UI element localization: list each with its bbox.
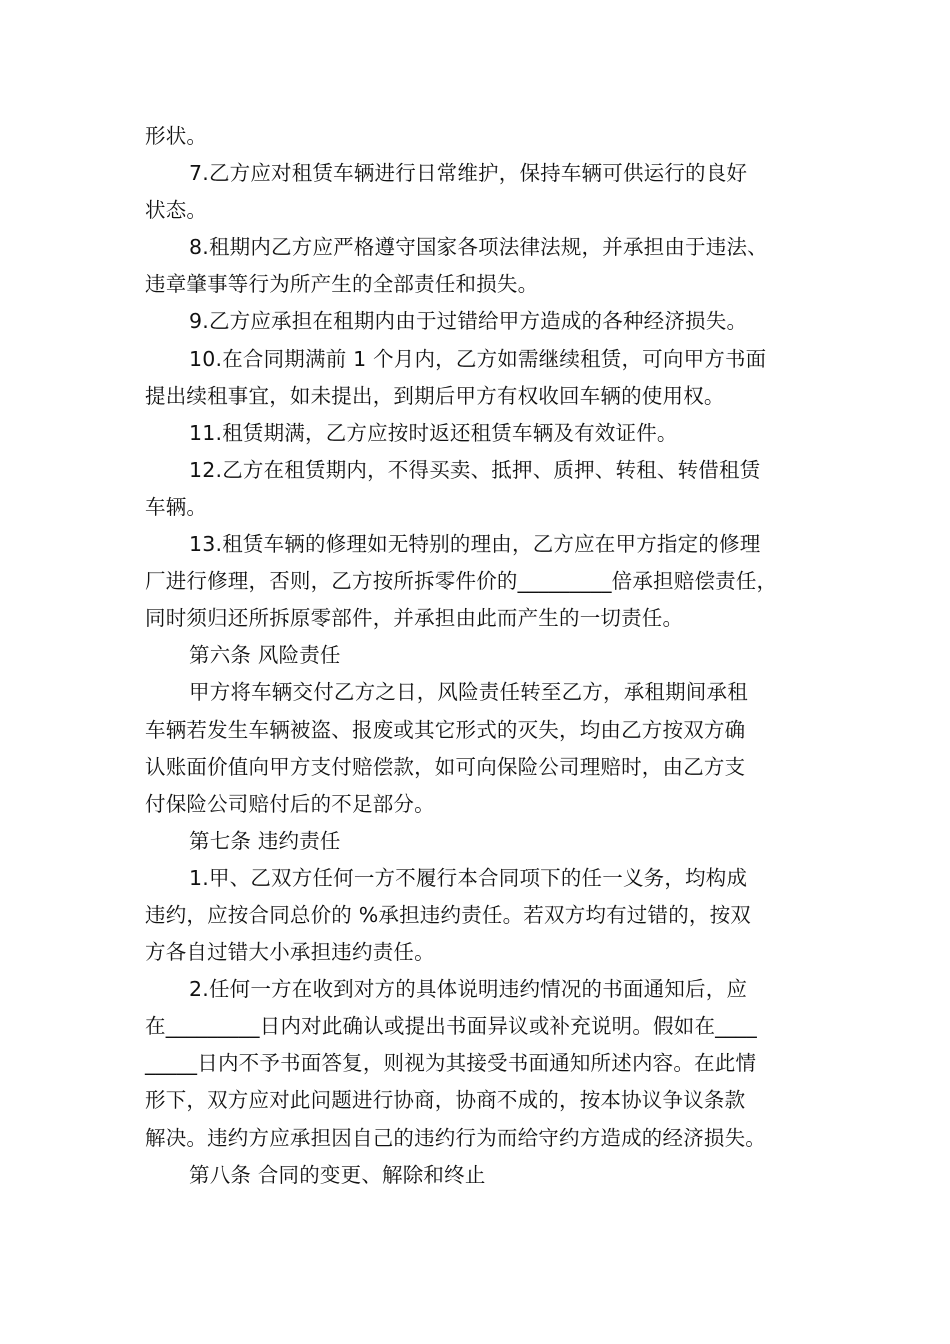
section-heading-8: 第八条 合同的变更、解除和终止: [189, 1162, 486, 1187]
clause-8: 8.租期内乙方应严格遵守国家各项法律法规，并承担由于违法、: [189, 235, 768, 260]
clause-breach-2: 2.任何一方在收到对方的具体说明违约情况的书面通知后，应: [189, 977, 748, 1002]
text-line: _____日内不予书面答复，则视为其接受书面通知所述内容。在此情: [145, 1051, 757, 1076]
clause-13: 13.租赁车辆的修理如无特别的理由，乙方应在甲方指定的修理: [189, 532, 761, 557]
document-body: [145, 118, 810, 1194]
text-line: 在_________日内对此确认或提出书面异议或补充说明。假如在____: [145, 1014, 757, 1039]
text-line: 状态。: [145, 198, 208, 223]
text-line: 车辆若发生车辆被盗、报废或其它形式的灭失，均由乙方按双方确: [145, 717, 746, 742]
clause-9: 9.乙方应承担在租期内由于过错给甲方造成的各种经济损失。: [189, 309, 748, 334]
clause-11: 11.租赁期满，乙方应按时返还租赁车辆及有效证件。: [189, 420, 678, 445]
clause-7: 7.乙方应对租赁车辆进行日常维护，保持车辆可供运行的良好: [189, 161, 748, 186]
section-heading-7: 第七条 违约责任: [189, 828, 341, 853]
text-line: 违约，应按合同总价的 %承担违约责任。若双方均有过错的，按双: [145, 902, 751, 927]
section-heading-6: 第六条 风险责任: [189, 643, 341, 668]
paragraph-risk: 甲方将车辆交付乙方之日，风险责任转至乙方，承租期间承租: [189, 680, 748, 705]
text-line: 提出续租事宜，如未提出，到期后甲方有权收回车辆的使用权。: [145, 383, 725, 408]
text-line: 付保险公司赔付后的不足部分。: [145, 791, 435, 816]
text-line: 形下，双方应对此问题进行协商，协商不成的，按本协议争议条款: [145, 1088, 746, 1113]
clause-breach-1: 1.甲、乙双方任何一方不履行本合同项下的任一义务，均构成: [189, 865, 748, 890]
clause-12: 12.乙方在租赁期内，不得买卖、抵押、质押、转租、转借租赁: [189, 457, 761, 482]
text-line: 厂进行修理，否则，乙方按所拆零件价的_________倍承担赔偿责任，: [145, 569, 778, 594]
text-line: 认账面价值向甲方支付赔偿款，如可向保险公司理赔时，由乙方支: [145, 754, 746, 779]
text-line: 车辆。: [145, 494, 208, 519]
text-line: 方各自过错大小承担违约责任。: [145, 940, 435, 965]
text-line: 同时须归还所拆原零部件，并承担由此而产生的一切责任。: [145, 606, 684, 631]
text-line: 违章肇事等行为所产生的全部责任和损失。: [145, 272, 539, 297]
clause-10: 10.在合同期满前 1 个月内，乙方如需继续租赁，可向甲方书面: [189, 346, 767, 371]
text-line: 形状。: [145, 124, 208, 148]
text-line: 解决。违约方应承担因自己的违约行为而给守约方造成的经济损失。: [145, 1125, 766, 1150]
